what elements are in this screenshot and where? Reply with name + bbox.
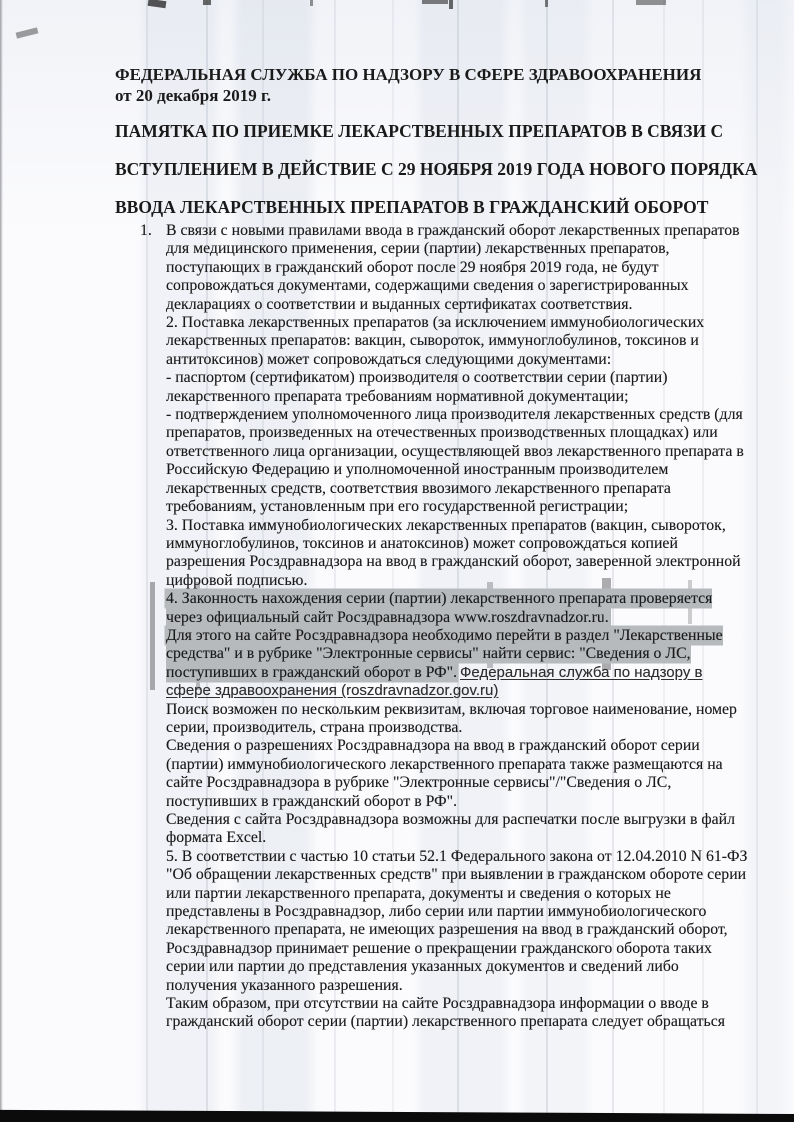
title-line: ВСТУПЛЕНИЕМ В ДЕЙСТВИЕ С 29 НОЯБРЯ 2019 ГОДА НОВОГО ПОРЯДКА bbox=[115, 159, 758, 179]
document-content bbox=[115, 64, 765, 1032]
paragraph-bullet-passport: - паспортом (сертификатом) производителя о соответствии серии (партии) лекарственного препарата требованиям нормативной документации; bbox=[166, 369, 668, 405]
paragraph-item-4 bbox=[166, 590, 750, 700]
scan-smudge bbox=[636, 0, 666, 5]
highlighted-text: 4. Законность нахождения серии (партии) лекарственного препарата проверяется через официальный сайт Росздравнадзора bbox=[166, 590, 713, 626]
paragraph-conclusion: Таким образом, при отсутствии на сайте Росздравнадзора информации о вводе в гражданский оборот серии (партии) лекарственного препарата следует обращаться bbox=[166, 995, 725, 1031]
scan-smudge bbox=[422, 0, 448, 4]
scan-smudge bbox=[545, 0, 548, 7]
highlighted-text: Для этого на сайте Росздравнадзора необходимо перейти в раздел "Лекарственные средства" и в рубрике "Электронные сервисы" найти сервис: "Сведения о ЛС, поступивших в гражданский оборот в РФ". bbox=[166, 626, 723, 681]
paragraph-text: В связи с новыми правилами ввода в гражданский оборот лекарственных препаратов для медицинского применения, серии (партии) лекарственных препаратов, поступающих в гражданский оборот после 29 ноября 2019 года, не будут сопровождаться документами, содержащими сведения о зарегистрированных декларациях о соответствии и выданных сертификатах соответствия. bbox=[166, 222, 740, 313]
paragraph-item-1 bbox=[140, 222, 750, 314]
title-line: ВВОДА ЛЕКАРСТВЕННЫХ ПРЕПАРАТОВ В ГРАЖДАНСКИЙ ОБОРОТ bbox=[115, 197, 709, 217]
paragraph-bullet-confirmation: - подтверждением уполномоченного лица производителя лекарственных средств (для препаратов, произведенных на отечественных производственных площадках) или ответственного лица организации, осуществляющей ввоз лекарственного препарата в Российскую Федерацию и уполномоченной иностранным производителем лекарственных средств, соответствия ввозимого лекарственного препарата требованиям, установленным при его государственной регистрации; bbox=[166, 406, 744, 516]
scan-smudge bbox=[148, 0, 167, 8]
paragraph-search-info: Поиск возможен по нескольким реквизитам, включая торговое наименование, номер серии, производитель, страна производства. bbox=[166, 700, 737, 736]
document-header bbox=[115, 64, 765, 106]
paragraph-item-2: 2. Поставка лекарственных препаратов (за исключением иммунобиологических лекарственных препаратов: вакцин, сывороток, иммуноглобулинов, токсинов и антитоксинов) может сопровождаться следующими документами: bbox=[166, 314, 705, 368]
document-date: от 20 декабря 2019 г. bbox=[115, 86, 272, 105]
issuing-agency: ФЕДЕРАЛЬНАЯ СЛУЖБА ПО НАДЗОРУ В СФЕРЕ ЗДРАВООХРАНЕНИЯ bbox=[115, 65, 702, 84]
scan-smudge bbox=[16, 27, 39, 38]
scan-smudge bbox=[310, 0, 313, 6]
title-line: ПАМЯТКА ПО ПРИЕМКЕ ЛЕКАРСТВЕННЫХ ПРЕПАРАТОВ В СВЯЗИ С bbox=[115, 121, 724, 141]
scan-smudge bbox=[449, 0, 453, 9]
list-number: 1. bbox=[140, 222, 152, 239]
scan-edge-left bbox=[0, 0, 3, 1122]
roszdravnadzor-gov-link[interactable]: Федеральная служба по надзору в сфере здравоохранения (roszdravnadzor.gov.ru) bbox=[166, 663, 703, 700]
scan-smudge bbox=[203, 0, 211, 5]
paragraph-item-5: 5. В соответствии с частью 10 статьи 52.1 Федерального закона от 12.04.2010 N 61-ФЗ "Об обращении лекарственных средств" при выявлении в гражданском обороте серии или партии лекарственного препарата, документы и сведения о которых не представлены в Росздравнадзор, либо серии или партии иммунобиологического лекарственного препарата, не имеющих разрешения на ввод в гражданский оборот, Росздравнадзор принимает решение о прекращении гражданского оборота таких серии или партии до представления указанных документов и сведений либо получения указанного разрешения. bbox=[166, 847, 748, 994]
site-url-text: www.roszdravnadzor.ru bbox=[454, 608, 605, 626]
scan-edge-bar bbox=[0, 1110, 794, 1122]
paragraph-item-3: 3. Поставка иммунобиологических лекарственных препаратов (вакцин, сывороток, иммуноглобулинов, токсинов и анатоксинов) может сопровождаться копией разрешения Росздравнадзора на ввод в гражданский оборот, заверенной электронной цифровой подписью. bbox=[166, 516, 741, 589]
highlighted-text: . bbox=[604, 608, 609, 626]
paragraph-immuno-info: Сведения о разрешениях Росздравнадзора на ввод в гражданский оборот серии (партии) иммунобиологического лекарственного препарата также размещаются на сайте Росздравнадзора в рубрике "Электронные сервисы"/"Сведения о ЛС, поступивших в гражданский оборот в РФ". bbox=[166, 737, 723, 810]
document-body bbox=[115, 222, 750, 1032]
document-title bbox=[115, 121, 765, 217]
paragraph-excel-info: Сведения с сайта Росздравнадзора возможны для распечатки после выгрузки в файл формата Excel. bbox=[166, 811, 736, 847]
